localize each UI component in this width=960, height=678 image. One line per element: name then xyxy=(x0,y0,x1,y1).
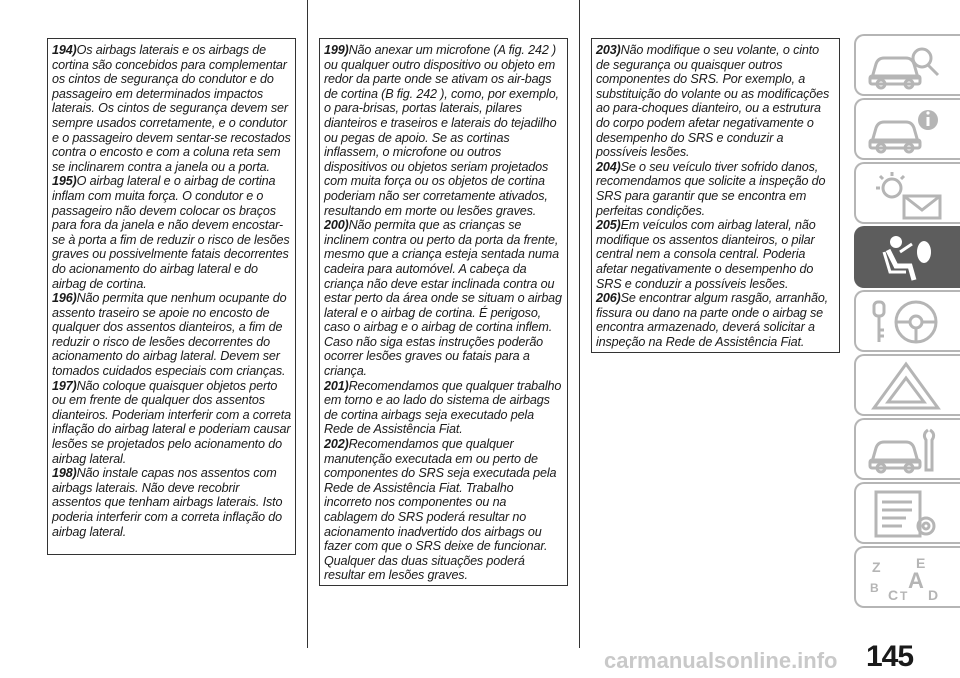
warning-paragraph: 197)Não coloque quaisquer objetos perto ou em frente de qualquer dos assentos dianteiros. Poderiam interferir com a correta inflação do airbag lateral e poderiam causar lesões se projetados pelo acionamento do airbag lateral. xyxy=(52,378,291,466)
car-search-icon xyxy=(866,40,946,92)
warning-paragraph: 206)Se encontrar algum rasgão, arranhão, fissura ou dano na parte onde o airbag se encontra armazenado, deverá solicitar a inspeção na Rede de Assistência Fiat. xyxy=(596,291,829,349)
chapter-tab-starting-driving[interactable] xyxy=(854,290,960,352)
hazard-triangle-icon xyxy=(866,360,946,412)
warning-paragraph: 196)Não permita que nenhum ocupante do assento traseiro se apoie no encosto de qualquer dos assentos dianteiros, a fim de reduzir o risco de lesões decorrentes do acionamento do airbag lateral. Devem ser tomados cuidados especiais com crianças. xyxy=(52,291,287,379)
chapter-tab-knowing-vehicle[interactable] xyxy=(854,34,960,96)
svg-text:A: A xyxy=(908,568,924,593)
chapter-tab-dashboard[interactable] xyxy=(854,98,960,160)
svg-text:B: B xyxy=(870,581,879,595)
svg-text:E: E xyxy=(916,555,926,571)
chapter-tab-maintenance[interactable] xyxy=(854,418,960,480)
seat-airbag-icon xyxy=(866,232,946,284)
warning-paragraph: 204)Se o seu veículo tiver sofrido danos, recomendamos que solicite a inspeção do SRS para garantir que se encontra em perfeitas condições. xyxy=(596,159,826,218)
car-wrench-icon xyxy=(866,424,946,476)
chapter-tab-technical-data[interactable] xyxy=(854,482,960,544)
chapter-tab-emergency[interactable] xyxy=(854,354,960,416)
svg-text:T: T xyxy=(900,589,908,603)
page-number: 145 xyxy=(866,640,914,673)
chapter-tab-warning-lights[interactable] xyxy=(854,162,960,224)
warning-light-message-icon xyxy=(866,168,946,220)
warning-box-column-1 xyxy=(47,38,296,555)
warning-paragraph: 202)Recomendamos que qualquer manutenção executada em ou perto de componentes do SRS seja executada pela Rede de Assistência Fiat. Trabalho incorreto nos componentes ou na cablagem do SRS poderá resultar no acionamento inadvertido dos airbags ou fazer com que o SRS deixe de funcionar. Qualquer das duas situações poderá resultar em lesões graves. xyxy=(324,437,557,583)
warning-paragraph: 199)Não anexar um microfone (A fig. 242 ) ou qualquer outro dispositivo ou objeto em redor da parte onde se ativam os air-bags de cortina (B fig. 242 ), como, por exemplo, o para-brisas, portas laterais, pilares dianteiros e traseiros e laterais do tejadilho ou pegas de apoio. Se as cortinas inflassem, o microfone ou outros dispositivos ou objetos seriam projetados com muita força ou os objetos de cortina poderiam não ser corretamente ativados, resultando em morte ou lesões graves. xyxy=(324,43,559,218)
car-info-icon xyxy=(866,104,946,156)
warning-paragraph: 198)Não instale capas nos assentos com airbags laterais. Não deve recobrir assentos que tenham airbags laterais. Isto poderia interferir com a correta inflação do airbag lateral. xyxy=(52,466,283,539)
warning-paragraph: 205)Em veículos com airbag lateral, não modifique os assentos dianteiros, o pilar central nem a consola central. Poderia afetar negativamente o desempenho do SRS e conduzir a possíveis lesões. xyxy=(596,218,816,291)
column-divider xyxy=(579,0,580,648)
svg-text:D: D xyxy=(928,587,939,603)
column-divider xyxy=(307,0,308,648)
warning-box-column-3 xyxy=(591,38,840,353)
warning-paragraph: 203)Não modifique o seu volante, o cinto de segurança ou quaisquer outros componentes do SRS. Por exemplo, a substituição do volante ou as modificações ao para-choques dianteiro, ou a estrutura do corpo podem afetar negativamente o desempenho do SRS e conduzir a possíveis lesões. xyxy=(596,43,830,160)
specs-list-icon xyxy=(866,488,946,540)
chapter-tab-index[interactable] xyxy=(854,546,960,608)
svg-text:Z: Z xyxy=(872,559,881,575)
warning-paragraph: 195)O airbag lateral e o airbag de cortina inflam com muita força. O condutor e o passageiro não devem colocar os braços para fora da janela e não devem encostar-se à porta a fim de reduzir o risco de lesões graves ou possivelmente fatais decorrentes do acionamento do airbag lateral e do airbag de cortina. xyxy=(52,174,290,291)
warning-paragraph: 194)Os airbags laterais e os airbags de cortina são concebidos para complementar os cintos de segurança do condutor e do passageiro em determinados impactos laterais. Os cintos de segurança devem ser sempre usados corretamente, e o condutor e o passageiro devem sentar-se recostados contra o encosto e com a coluna reta sem se inclinarem contra a janela ou a porta. xyxy=(52,43,291,174)
alphabetical-index-icon xyxy=(866,552,946,604)
warning-paragraph: 200)Não permita que as crianças se inclinem contra ou perto da porta da frente, mesmo que a criança esteja sentada numa cadeira para automóvel. A cabeça da criança não deve estar inclinada contra ou estar perto da área onde se situam o airbag lateral e o airbag de cortina. É perigoso, caso o airbag e o airbag de cortina inflem. Caso não siga estas instruções poderão ocorrer lesões graves ou fatais para a criança. xyxy=(324,218,562,379)
chapter-tab-safety[interactable] xyxy=(854,226,960,288)
key-steering-wheel-icon xyxy=(866,296,946,348)
watermark: carmanualsonline.info xyxy=(604,648,838,673)
warning-paragraph: 201)Recomendamos que qualquer trabalho em torno e ao lado do sistema de airbags de cortina airbags seja executado pela Rede de Assistência Fiat. xyxy=(324,378,562,437)
svg-text:C: C xyxy=(888,587,899,603)
warning-box-column-2 xyxy=(319,38,568,586)
